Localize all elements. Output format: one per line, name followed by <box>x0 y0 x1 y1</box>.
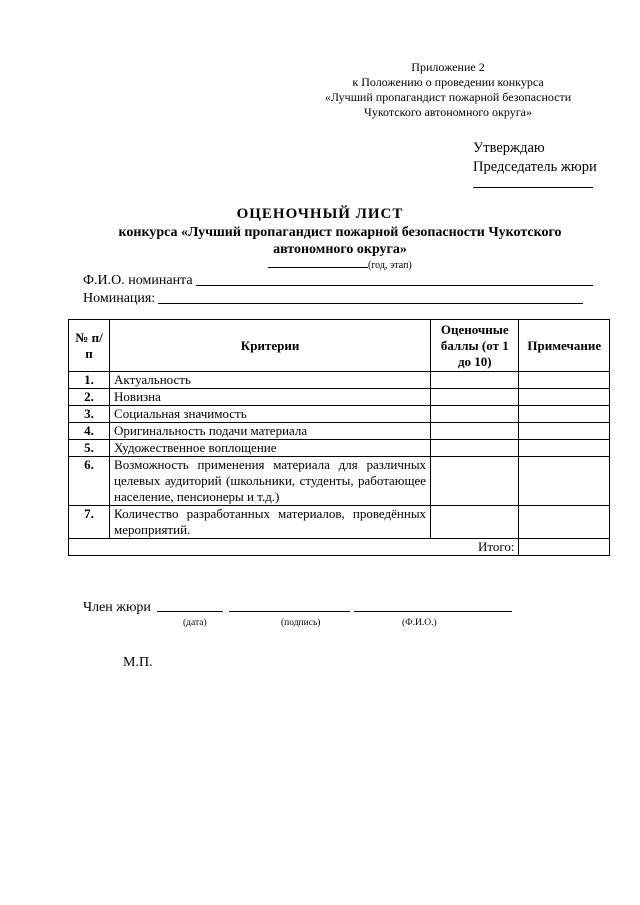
document-title: ОЦЕНОЧНЫЙ ЛИСТ <box>236 206 404 222</box>
date-blank <box>157 610 223 612</box>
row-num: 4. <box>69 423 110 440</box>
evaluation-table <box>68 319 610 556</box>
table-row <box>69 423 610 440</box>
note-cell <box>519 440 610 457</box>
row-num: 1. <box>69 372 110 389</box>
total-row <box>69 539 610 556</box>
header-criteria: Критерии <box>110 320 431 372</box>
subtitle-line-2: автономного округа» <box>273 242 407 257</box>
stamp-place: М.П. <box>123 655 153 670</box>
subtitle-line-1: конкурса «Лучший пропагандист пожарной безопасности Чукотского <box>118 225 562 240</box>
table-row <box>69 506 610 539</box>
appendix-line-3: «Лучший пропагандист пожарной безопасности <box>324 90 572 104</box>
document-subtitle <box>90 224 590 258</box>
signature-caption: (подпись) <box>281 618 321 628</box>
score-cell <box>431 457 519 506</box>
score-cell <box>431 372 519 389</box>
note-cell <box>519 423 610 440</box>
table-row <box>69 372 610 389</box>
approval-line-1: Утверждаю <box>473 140 545 156</box>
nominee-name-label: Ф.И.О. номинанта <box>83 273 193 288</box>
note-cell <box>519 406 610 423</box>
row-criterion: Количество разработанных материалов, проведённых мероприятий. <box>110 506 431 539</box>
year-stage-field <box>268 258 412 271</box>
total-note-cell <box>519 539 610 556</box>
name-caption: (Ф.И.О.) <box>402 618 437 628</box>
score-cell <box>431 389 519 406</box>
total-label: Итого: <box>69 539 519 556</box>
year-stage-blank <box>268 258 368 268</box>
row-num: 3. <box>69 406 110 423</box>
signature-blank <box>229 610 350 612</box>
row-criterion: Актуальность <box>110 372 431 389</box>
row-num: 2. <box>69 389 110 406</box>
row-num: 5. <box>69 440 110 457</box>
row-num: 7. <box>69 506 110 539</box>
score-cell <box>431 406 519 423</box>
table-row <box>69 440 610 457</box>
appendix-line-1: Приложение 2 <box>411 60 485 74</box>
nomination-blank <box>158 302 583 304</box>
nomination-row <box>83 290 583 308</box>
note-cell <box>519 389 610 406</box>
nominee-name-blank <box>196 284 593 286</box>
header-num: № п/п <box>69 320 110 372</box>
approval-line-2: Председатель жюри <box>473 159 597 175</box>
jury-signature-row <box>83 600 512 616</box>
name-blank <box>354 610 512 612</box>
row-criterion: Новизна <box>110 389 431 406</box>
header-note: Примечание <box>519 320 610 372</box>
note-cell <box>519 457 610 506</box>
score-cell <box>431 506 519 539</box>
appendix-line-4: Чукотского автономного округа» <box>364 105 532 119</box>
note-cell <box>519 372 610 389</box>
row-criterion: Оригинальность подачи материала <box>110 423 431 440</box>
approval-block <box>473 139 597 188</box>
nomination-label: Номинация: <box>83 291 156 306</box>
score-cell <box>431 423 519 440</box>
header-score: Оценочные баллы (от 1 до 10) <box>431 320 519 372</box>
nominee-name-row <box>83 272 593 290</box>
row-num: 6. <box>69 457 110 506</box>
table-header-row <box>69 320 610 372</box>
row-criterion: Возможность применения материала для различных целевых аудиторий (школьники, студенты, работающее население, пенсионеры и т.д.) <box>110 457 431 506</box>
year-stage-caption: (год, этап) <box>368 260 412 271</box>
table-row <box>69 389 610 406</box>
jury-member-label: Член жюри <box>83 600 151 615</box>
row-criterion: Художественное воплощение <box>110 440 431 457</box>
table-row <box>69 406 610 423</box>
appendix-note <box>298 60 598 120</box>
row-criterion: Социальная значимость <box>110 406 431 423</box>
table-row <box>69 457 610 506</box>
date-caption: (дата) <box>183 618 207 628</box>
score-cell <box>431 440 519 457</box>
note-cell <box>519 506 610 539</box>
chairman-signature-line <box>473 179 593 188</box>
appendix-line-2: к Положению о проведении конкурса <box>352 75 544 89</box>
